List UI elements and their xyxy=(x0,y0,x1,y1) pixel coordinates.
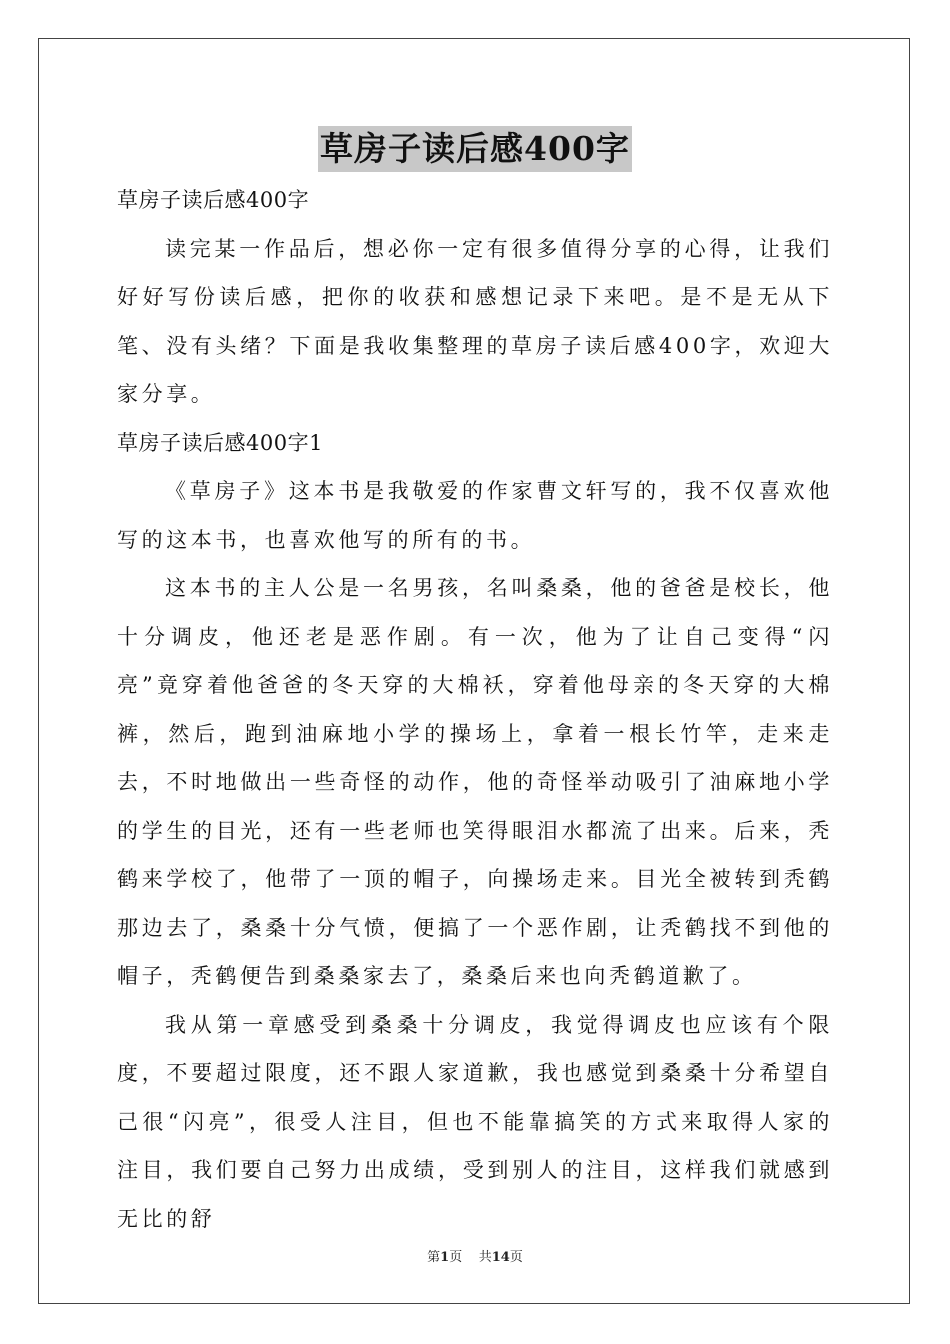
intro-paragraph: 读完某一作品后，想必你一定有很多值得分享的心得，让我们好好写份读后感，把你的收获和感想记录下来吧。是不是无从下笔、没有头绪？下面是我收集整理的草房子读后感400字，欢迎大家分享。 xyxy=(117,236,833,406)
page-number: 1 xyxy=(440,1250,450,1265)
body-paragraph: 这本书的主人公是一名男孩，名叫桑桑，他的爸爸是校长，他十分调皮，他还老是恶作剧。有一次，他为了让自己变得“闪亮”竟穿着他爸爸的冬天穿的大棉袄，穿着他母亲的冬天穿的大棉裤，然后，跑到油麻地小学的操场上，拿着一根长竹竿，走来走去，不时地做出一些奇怪的动作，他的奇怪举动吸引了油麻地小学的学生的目光，还有一些老师也笑得眼泪水都流了出来。后来，秃鹤来学校了，他带了一顶的帽子，向操场走来。目光全被转到秃鹤那边去了，桑桑十分气愤，便搞了一个恶作剧，让秃鹤找不到他的帽子，秃鹤便告到桑桑家去了，桑桑后来也向秃鹤道歉了。 xyxy=(117,576,833,988)
total-suffix: 页 xyxy=(509,1250,523,1265)
section-heading: 草房子读后感400字 xyxy=(117,188,310,212)
body-paragraph: 《草房子》这本书是我敬爱的作家曹文轩写的，我不仅喜欢他写的这本书，也喜欢他写的所有的书。 xyxy=(117,479,833,552)
document-body xyxy=(117,176,833,1243)
page-suffix: 页 xyxy=(449,1250,463,1265)
page-footer xyxy=(0,1246,950,1265)
title-container xyxy=(0,126,950,172)
section-heading: 草房子读后感400字1 xyxy=(117,430,323,455)
body-paragraph: 我从第一章感受到桑桑十分调皮，我觉得调皮也应该有个限度，不要超过限度，还不跟人家道歉，我也感觉到桑桑十分希望自己很“闪亮”，很受人注目，但也不能靠搞笑的方式来取得人家的注目，我们要自己努力出成绩，受到别人的注目，这样我们就感到无比的舒 xyxy=(117,1012,833,1231)
document-title: 草房子读后感400字 xyxy=(318,126,632,172)
page-prefix: 第 xyxy=(427,1250,441,1265)
total-pages: 14 xyxy=(491,1250,510,1265)
total-prefix: 共 xyxy=(478,1250,492,1265)
